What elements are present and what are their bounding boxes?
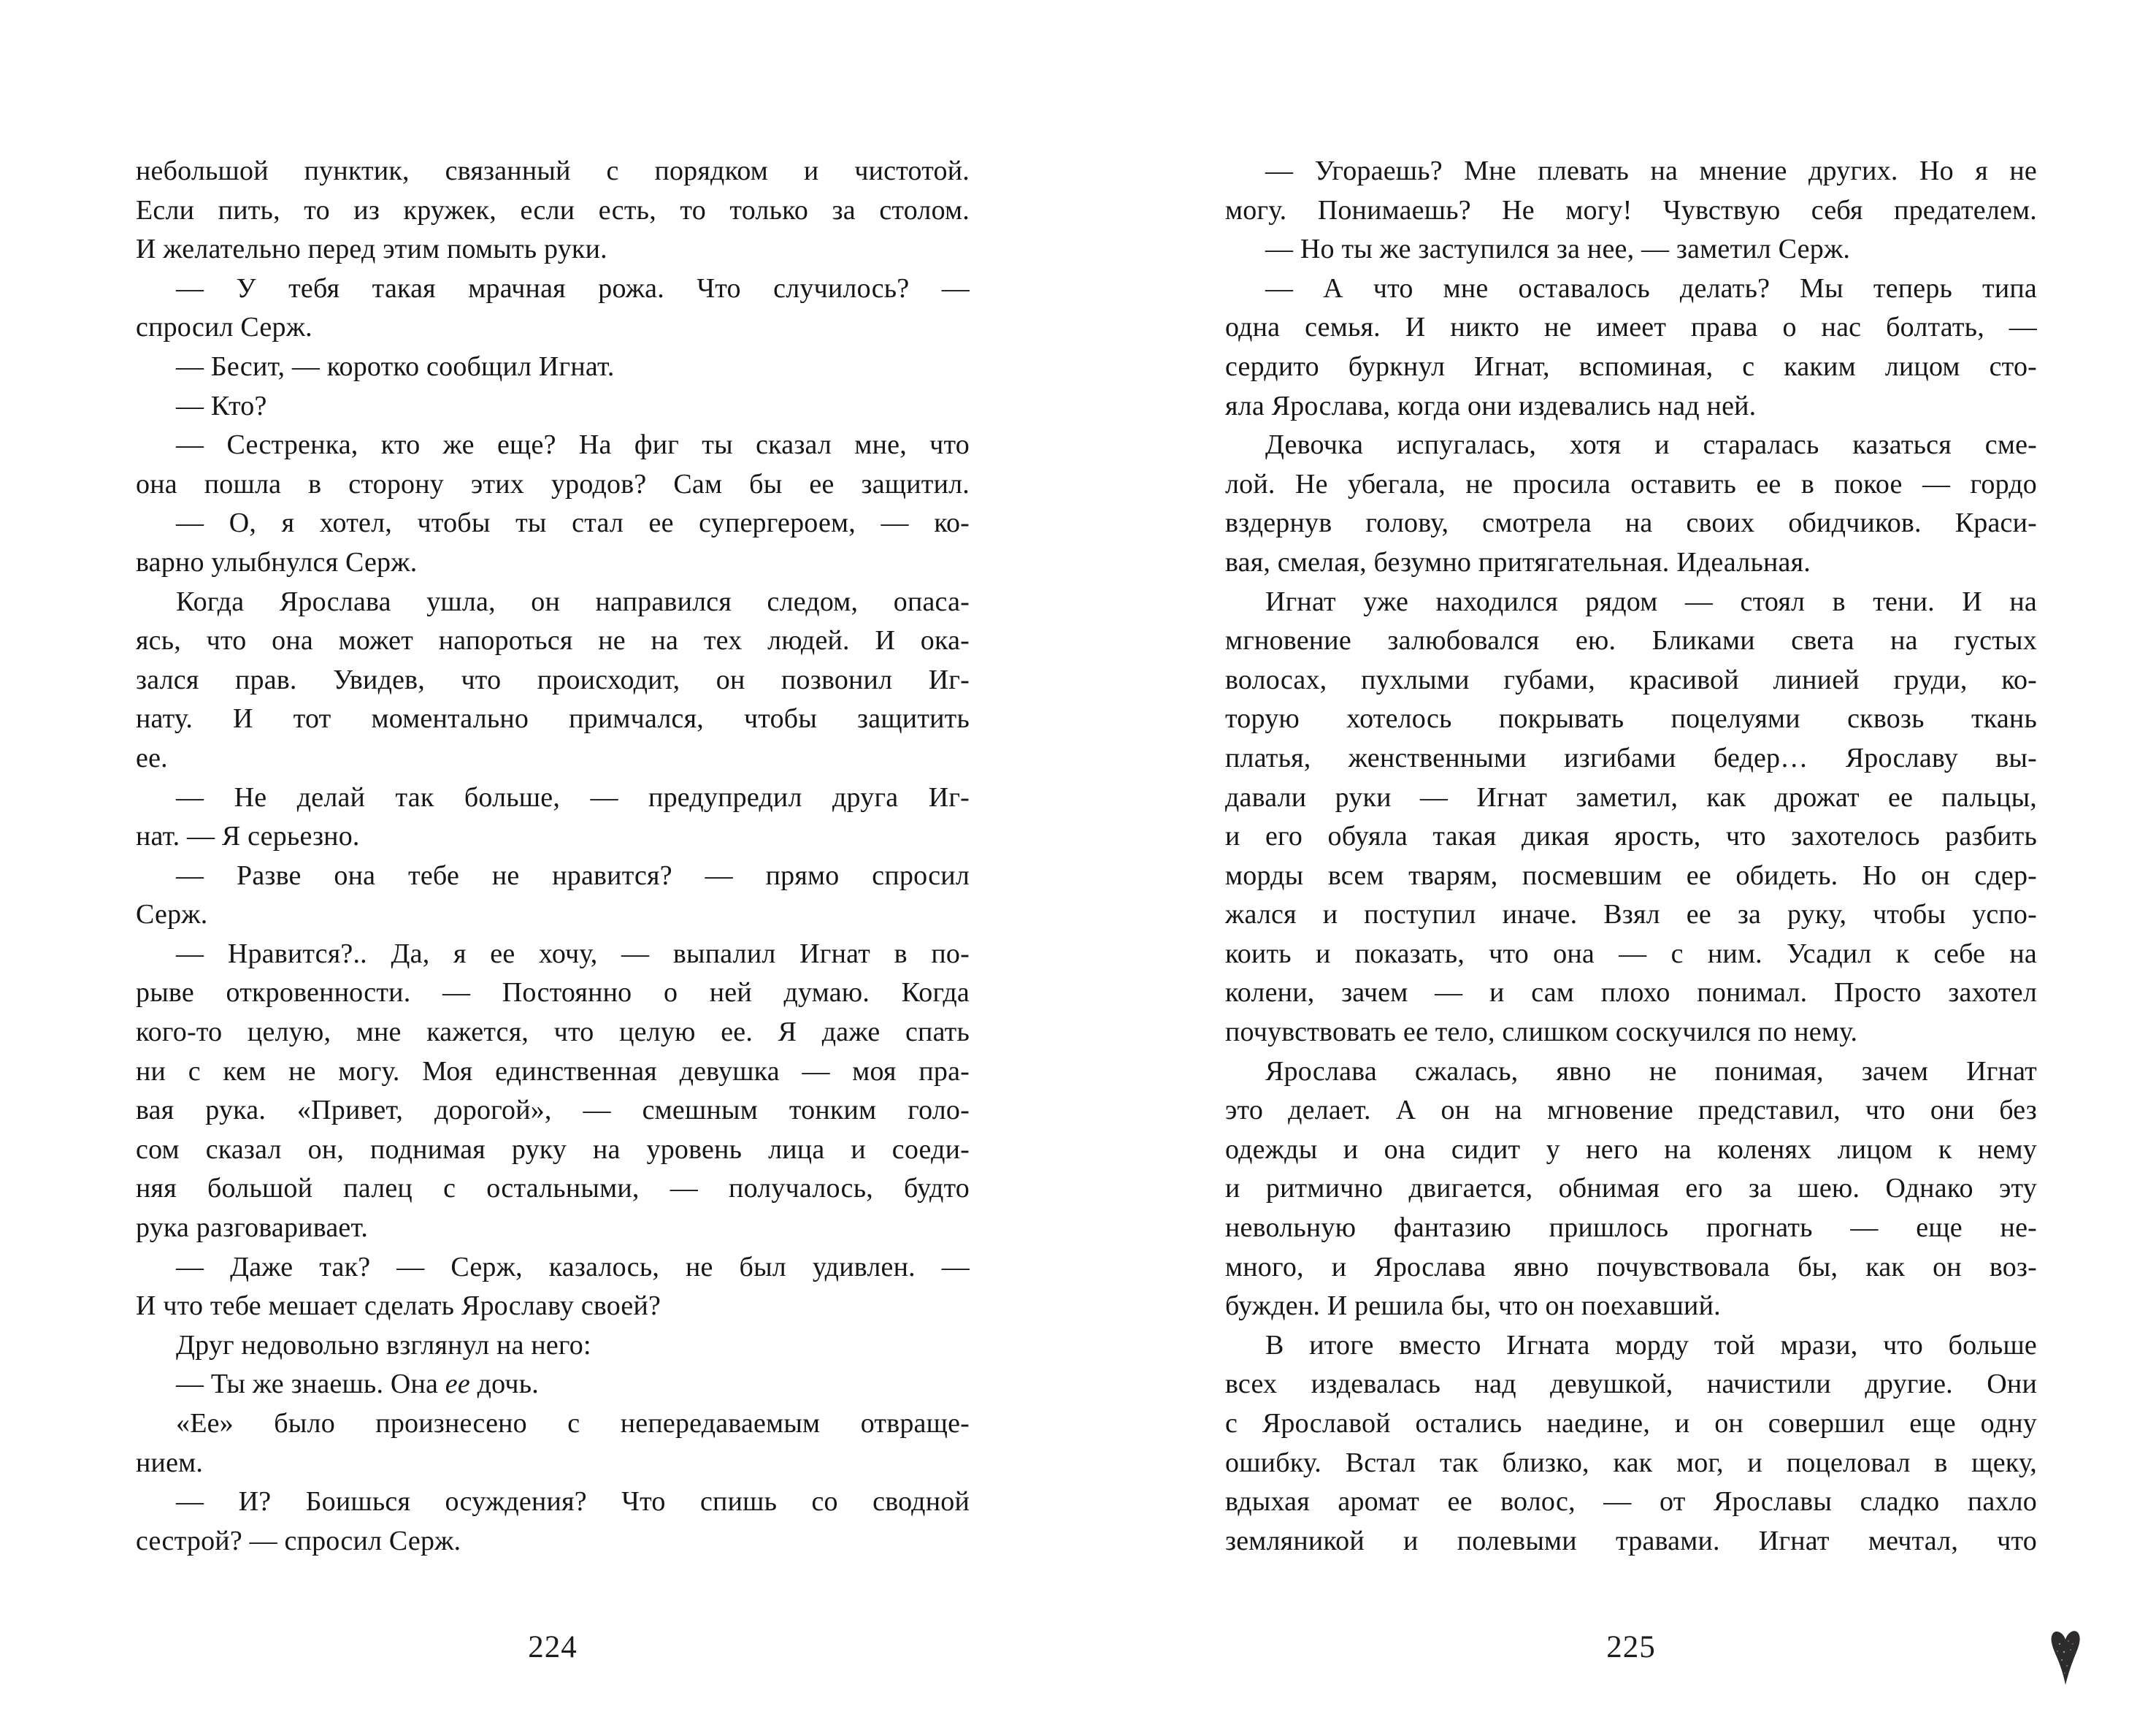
text-line: — Даже так? — Серж, казалось, не был удивлен. —	[176, 1251, 970, 1282]
text-line: — Нравится?.. Да, я ее хочу, — выпалил Игнат в по-	[176, 938, 970, 969]
text-line: няя большой палец с остальными, — получалось, будто	[136, 1173, 970, 1204]
text-line: — Разве она тебе не нравится? — прямо спросил	[176, 860, 970, 891]
text-line: одна семья. И никто не имеет права о нас болтать, —	[1225, 312, 2037, 343]
text-line: небольшой пунктик, связанный с порядком и чистотой.	[136, 156, 970, 186]
text-line: ошибку. Встал так близко, как мог, и поцеловал в щеку,	[1225, 1447, 2037, 1478]
text-line: вдыхая аромат ее волос, — от Ярославы сладко пахло	[1225, 1486, 2037, 1518]
text-line	[136, 1365, 970, 1404]
text-line: — Но ты же заступился за нее, — заметил Серж.	[1265, 234, 1851, 265]
text-line: сом сказал он, поднимая руку на уровень лица и соеди-	[136, 1133, 970, 1165]
text-line: почувствовать ее тело, слишком соскучился по нему.	[1225, 1017, 1858, 1048]
text-line: это делает. А он на мгновение представил, что они без	[1225, 1095, 2037, 1126]
text-line: бужден. И решила бы, что он поехавший.	[1225, 1290, 1721, 1322]
text-segment: — Ты же знаешь. Она	[176, 1369, 445, 1400]
text-line: могу. Понимаешь? Не могу! Чувствую себя предателем.	[1225, 194, 2037, 226]
text-line: зался прав. Увидев, что происходит, он позвонил Иг-	[136, 664, 970, 695]
text-line: — Угораешь? Мне плевать на мнение других. Но я не	[1265, 156, 2037, 186]
text-line: давали руки — Игнат заметил, как дрожат ее пальцы,	[1225, 781, 2037, 813]
text-line: И что тебе мешает сделать Ярославу своей?	[136, 1290, 661, 1322]
text-line: — А что мне оставалось делать? Мы теперь типа	[1265, 272, 2037, 304]
page-number-left: 224	[528, 1630, 578, 1664]
text-line: земляникой и полевыми травами. Игнат мечтал, что	[1225, 1525, 2037, 1556]
text-line: всех издевалась над девушкой, начистили другие. Они	[1225, 1369, 2037, 1400]
text-line: сестрой? — спросил Серж.	[136, 1525, 461, 1556]
text-line: варно улыбнулся Серж.	[136, 546, 418, 578]
text-line: Игнат уже находился рядом — стоял в тени. И на	[1265, 586, 2037, 617]
text-line: вздернув голову, смотрела на своих обидчиков. Краси-	[1225, 508, 2037, 539]
text-line: — О, я хотел, чтобы ты стал ее супергероем, — ко-	[176, 508, 970, 539]
text-line: рука разговаривает.	[136, 1212, 369, 1244]
text-line: Серж.	[136, 899, 208, 930]
text-line: кого-то целую, мне кажется, что целую ее. Я даже спать	[136, 1017, 970, 1048]
text-line: — У тебя такая мрачная рожа. Что случилось? —	[176, 272, 970, 304]
text-line: нат. — Я серьезно.	[136, 821, 360, 852]
text-line: мгновение залюбовался ею. Бликами света на густых	[1225, 625, 2037, 657]
text-line: лой. Не убегала, не просила оставить ее в покое — гордо	[1225, 468, 2037, 500]
text-line: платья, женственными изгибами бедер… Ярославу вы-	[1225, 742, 2037, 773]
heart-icon	[2049, 1628, 2082, 1688]
text-line: нием.	[136, 1447, 204, 1478]
text-line: И желательно перед этим помыть руки.	[136, 234, 607, 265]
text-line: Если пить, то из кружек, если есть, то только за столом.	[136, 194, 970, 226]
text-line: Ярослава сжалась, явно не понимая, зачем Игнат	[1265, 1055, 2037, 1087]
text-line: рыве откровенности. — Постоянно о ней думаю. Когда	[136, 977, 970, 1009]
text-line: — И? Боишься осуждения? Что спишь со сводной	[176, 1486, 970, 1518]
text-line: с Ярославой остались наедине, и он совершил еще одну	[1225, 1408, 2037, 1439]
text-line: невольную фантазию пришлось прогнать — еще не-	[1225, 1212, 2037, 1244]
text-line: сердито буркнул Игнат, вспоминая, с каким лицом сто-	[1225, 351, 2037, 382]
text-line: — Бесит, — коротко сообщил Игнат.	[176, 351, 615, 382]
text-line: вая рука. «Привет, дорогой», — смешным тонким голо-	[136, 1095, 970, 1126]
text-line: «Ее» было произнесено с непередаваемым отвраще-	[176, 1408, 970, 1439]
left-page-text-column	[136, 152, 970, 1561]
right-page-text-column	[1225, 152, 2037, 1561]
text-line: и его обуяла такая дикая ярость, что захотелось разбить	[1225, 821, 2037, 852]
text-line: яла Ярослава, когда они издевались над ней.	[1225, 390, 1757, 421]
text-line: — Сестренка, кто же еще? На фиг ты сказал мне, что	[176, 429, 970, 461]
text-line: В итоге вместо Игната морду той мрази, что больше	[1265, 1329, 2037, 1361]
text-line: она пошла в сторону этих уродов? Сам бы ее защитил.	[136, 468, 970, 500]
text-line: Друг недовольно взглянул на него:	[176, 1329, 591, 1361]
text-line: ясь, что она может напороться не на тех людей. И ока-	[136, 625, 970, 657]
text-line: спросил Серж.	[136, 312, 312, 343]
text-line: волосах, пухлыми губами, красивой линией груди, ко-	[1225, 664, 2037, 695]
text-line: нату. И тот моментально примчался, чтобы защитить	[136, 703, 970, 735]
text-line: ни с кем не могу. Моя единственная девушка — моя пра-	[136, 1055, 970, 1087]
text-line: коить и показать, что она — с ним. Усадил к себе на	[1225, 938, 2037, 969]
text-line: жался и поступил иначе. Взял ее за руку, чтобы успо-	[1225, 899, 2037, 930]
text-line: торую хотелось покрывать поцелуями сквозь ткань	[1225, 703, 2037, 735]
text-line: и ритмично двигается, обнимая его за шею. Однако эту	[1225, 1173, 2037, 1204]
text-segment: дочь.	[469, 1369, 539, 1400]
text-line: вая, смелая, безумно притягательная. Идеальная.	[1225, 546, 1811, 578]
text-line: Девочка испугалась, хотя и старалась казаться сме-	[1265, 429, 2037, 461]
text-line: много, и Ярослава явно почувствовала бы, как он воз-	[1225, 1251, 2037, 1282]
text-line: колени, зачем — и сам плохо понимал. Просто захотел	[1225, 977, 2037, 1009]
text-line: — Кто?	[176, 390, 267, 421]
text-line: морды всем тварям, посмевшим ее обидеть. Но он сдер-	[1225, 860, 2037, 891]
text-line: — Не делай так больше, — предупредил друга Иг-	[176, 781, 970, 813]
page-number-right: 225	[1606, 1630, 1656, 1664]
italic-word: ее	[445, 1369, 470, 1400]
text-line: ее.	[136, 742, 168, 773]
text-line: одежды и она сидит у него на коленях лицом к нему	[1225, 1133, 2037, 1165]
text-line: Когда Ярослава ушла, он направился следом, опаса-	[176, 586, 970, 617]
